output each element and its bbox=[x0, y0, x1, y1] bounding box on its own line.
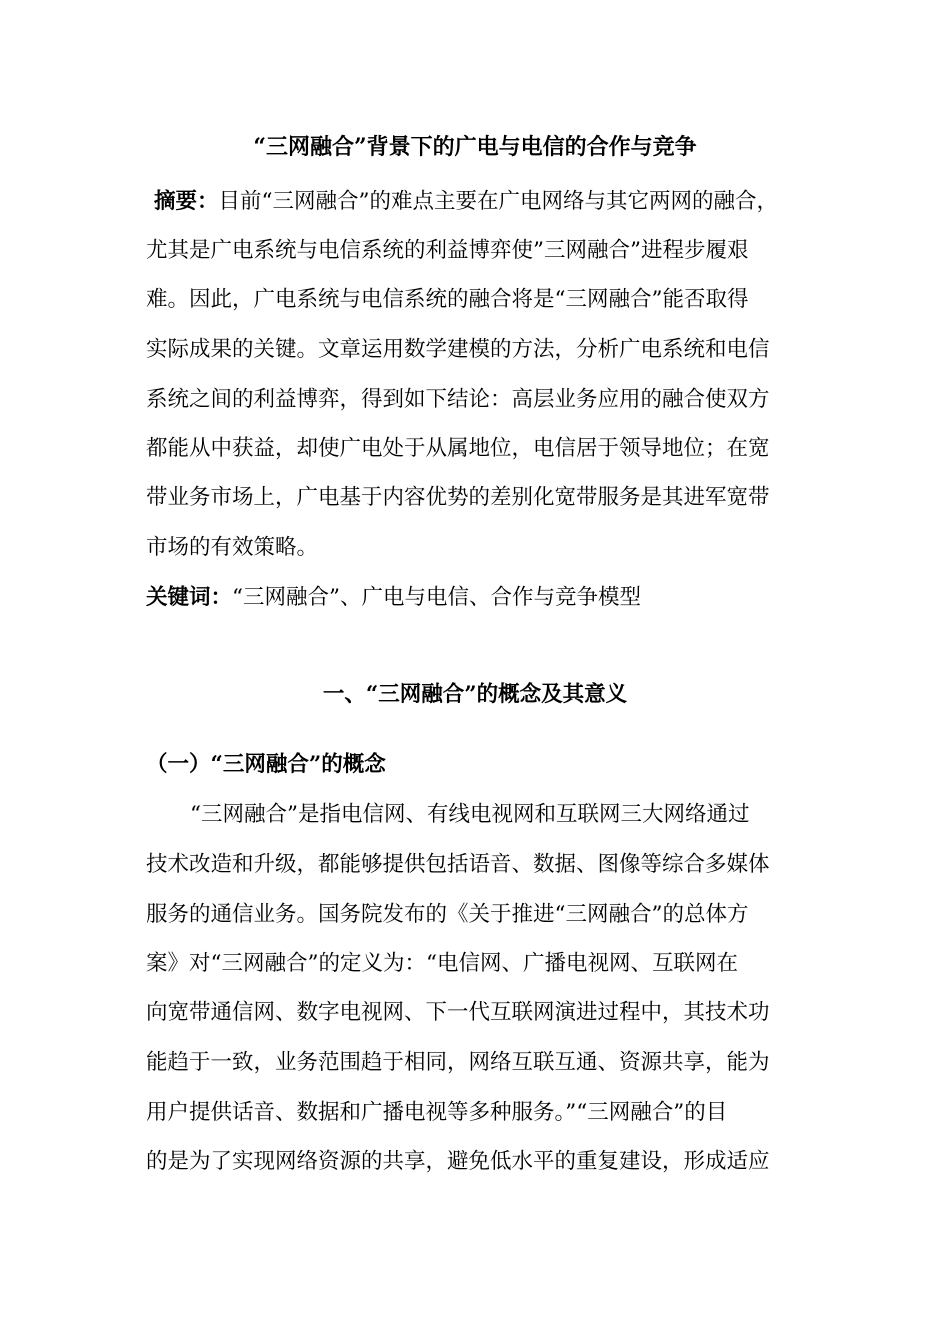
abstract-line-5: 系统之间的利益博弈，得到如下结论：高层业务应用的融合使双方 bbox=[146, 387, 770, 412]
body-line-2: 技术改造和升级，都能够提供包括语音、数据、图像等综合多媒体 bbox=[146, 852, 770, 877]
body-line-5: 向宽带通信网、数字电视网、下一代互联网演进过程中，其技术功 bbox=[146, 1000, 770, 1025]
subsection-heading: （一）“三网融合”的概念 bbox=[146, 752, 386, 777]
abstract-line-7: 带业务市场上，广电基于内容优势的差别化宽带服务是其进军宽带 bbox=[146, 485, 770, 510]
body-line-8: 的是为了实现网络资源的共享，避免低水平的重复建设，形成适应 bbox=[146, 1149, 770, 1174]
abstract-label: 摘要： bbox=[154, 189, 219, 214]
document-title: “三网融合”背景下的广电与电信的合作与竞争 bbox=[253, 134, 697, 160]
body-line-3: 服务的通信业务。国务院发布的《关于推进“三网融合”的总体方 bbox=[146, 902, 749, 927]
abstract-line-6: 都能从中获益，却使广电处于从属地位，电信居于领导地位；在宽 bbox=[146, 436, 770, 461]
abstract-line-8: 市场的有效策略。 bbox=[146, 535, 319, 560]
abstract-line-3: 难。因此，广电系统与电信系统的融合将是“三网融合”能否取得 bbox=[146, 287, 749, 312]
body-line-4: 案》对“三网融合”的定义为：“电信网、广播电视网、互联网在 bbox=[146, 951, 738, 976]
section-heading: 一、“三网融合”的概念及其意义 bbox=[322, 682, 628, 707]
keywords-label: 关键词： bbox=[146, 585, 233, 610]
abstract-line-1 bbox=[154, 188, 804, 216]
keywords-text: “三网融合”、广电与电信、合作与竞争模型 bbox=[232, 585, 642, 610]
body-line-7: 用户提供话音、数据和广播电视等多种服务。”“三网融合”的目 bbox=[146, 1100, 728, 1125]
body-line-1: “三网融合”是指电信网、有线电视网和互联网三大网络通过 bbox=[190, 802, 750, 827]
body-line-6: 能趋于一致，业务范围趋于相同，网络互联互通、资源共享，能为 bbox=[146, 1050, 770, 1075]
abstract-line-2: 尤其是广电系统与电信系统的利益博弈使”三网融合”进程步履艰 bbox=[146, 238, 749, 263]
abstract-line-4: 实际成果的关键。文章运用数学建模的方法，分析广电系统和电信 bbox=[146, 337, 770, 362]
abstract-text-1: 目前“三网融合”的难点主要在广电网络与其它两网的融合， bbox=[218, 189, 779, 214]
keywords-line bbox=[146, 584, 796, 612]
